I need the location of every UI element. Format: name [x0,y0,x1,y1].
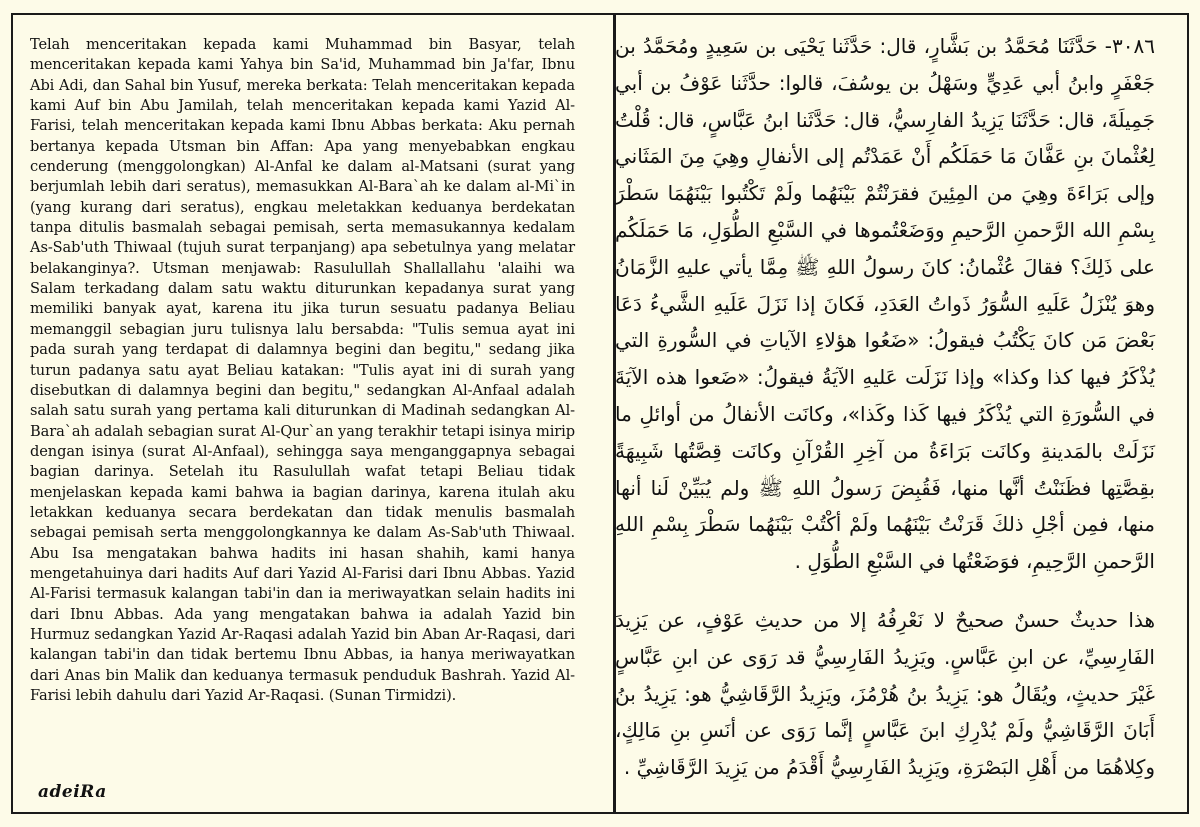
arabic-commentary-text: هذا حديثٌ حسنٌ صحيحٌ لا نَعْرِفُهُ إلا من حديثِ عَوْفٍ، عن يَزِيدَ الفَارِسِيِّ، عن ابنِ عَبَّاسٍ. ويَزِيدُ الفَارِسِيُّ قد رَوَى عن ابنِ عَبَّاسٍ غَيْرَ حديثٍ، ويُقَالُ هو: يَزِيدُ بنُ هُرْمُزَ، ويَزِيدُ الرَّقَاشِيُّ هو: يَزِيدُ بنُ أَبَانَ الرَّقَاشِيُّ ولَمْ يُدْرِكِ ابنَ عَبَّاسٍ إنَّما رَوَى عن أنَسِ بنِ مَالِكٍ، وكِلاهُمَا من أَهْلِ البَصْرَةِ، ويَزِيدُ الفَارِسِيُّ أَقْدَمُ من يَزِيدَ الرَّقَاشِيِّ . [615,607,1155,780]
arabic-column [615,28,1155,786]
arabic-hadith-text: ٣٠٨٦- حَدَّثَنَا مُحَمَّدُ بن بَشَّارٍ، قال: حَدَّثَنا يَحْيَى بن سَعِيدٍ ومُحَمَّدُ بن جَعْفَرٍ وابنُ أبي عَدِيٍّ وسَهْلُ بن يوسُفَ، قالوا: حدَّثَنا عَوْفُ بن أبي جَمِيلَةَ، قال: حَدَّثَنَا يَزِيدُ الفارِسيُّ، قال: حَدَّثَنا ابنُ عَبَّاسٍ، قال: قُلْتُ لِعُثْمانَ بنِ عَفَّانَ مَا حَمَلَكُم أَنْ عَمَدْتُم إلى الأنفالِ وهِيَ مِنَ المَثَاني وإلى بَرَاءَةَ وهِيَ من المِئِينَ فقرَنْتُمْ بَيْنَهُما ولَمْ تَكْتُبوا بَيْنَهُمَا سَطْرَ بِسْمِ الله الرَّحمنِ الرَّحيمِ ووَضَعْتُموها في السَّبْعِ الطُّوَلِ، مَا حَمَلَكُم على ذَلِكَ؟ فقالَ عُثْمانُ: كانَ رسولُ اللهِ ﷺ مِمَّا يأتي عليهِ الزَّمَانُ وهوَ يُنْزَلُ عَلَيهِ السُّوَرُ ذَواتُ العَدَدِ، فَكانَ إذا نَزَلَ عَلَيهِ الشَّيءُ دَعَا بَعْضَ مَن كانَ يَكْتُبُ فيقولُ: «ضَعُوا هؤلاءِ الآياتِ في السُّورةِ التي يُذْكَرُ فيها كذا وكذا» وإذا نَزَلَت عَليهِ الآيَةُ فيقولُ: «ضَعوا هذه الآيَةَ في السُّورَةِ التي يُذْكَرُ فيها كَذا وكَذا»، وكانَت الأنفالُ من أوائلِ ما نَزَلَتْ بالمَدينةِ وكانَت بَرَاءَةُ من آخِرِ القُرْآنِ وكانَت قِصَّتُها شَبِيهَةً بقِصَّتِها فظَنَنْتُ أنَّها منها، فَقُبِضَ رَسولُ اللهِ ﷺ ولم يُبَيِّنْ لَنا أنها منها، فمِن أجْلِ ذلكَ قَرَنْتُ بَيْنَهُما ولَمْ أكْتُبْ بَيْنَهُما سَطْرَ بِسْمِ اللهِ الرَّحمنِ الرَّحِيمِ، فوَضَعْتُها في السَّبْعِ الطُّوَلِ . [615,34,1155,574]
translation-text: Telah menceritakan kepada kami Muhammad bin Basyar, telah menceritakan kepada kami Yahya bin Sa'id, Muhammad bin Ja'far, Ibnu Abi Adi, dan Sahal bin Yusuf, mereka berkata: Telah menceritakan kepada kami Auf bin Abu Jamilah, telah menceritakan kepada kami Yazid Al-Farisi, telah menceritakan kepada kami Ibnu Abbas berkata: Aku pernah bertanya kepada Utsman bin Affan: Apa yang menyebabkan engkau cenderung (menggolongkan) Al-Anfal ke dalam al-Matsani (surat yang berjumlah lebih dari seratus), memasukkan Al-Bara`ah ke dalam al-Mi`in (yang kurang dari seratus), engkau meletakkan keduanya berdekatan tanpa ditulis basmalah sebagai pemisah, serta memasukannya kedalam As-Sab'uth Thiwaal (tujuh surat terpanjang) apa sebetulnya yang melatar belakanginya?. Utsman menjawab: Rasulullah Shallallahu 'alaihi wa Salam terkadang dalam satu waktu diturunkan kepadanya surat yang memiliki banyak ayat, karena itu jika turun sesuatu padanya Beliau memanggil sebagian juru tulisnya lalu bersabda: "Tulis semua ayat ini pada surah yang terdapat di dalamnya begini dan begitu," sedang jika turun padanya satu ayat Beliau katakan: "Tulis ayat ini di surah yang disebutkan di dalamnya begini dan begitu," sedangkan Al-Anfaal adalah salah satu surah yang pertama kali diturunkan di Madinah sedangkan Al-Bara`ah adalah sebagian surat Al-Qur`an yang terakhir tetapi isinya mirip dengan isinya (surat Al-Anfaal), sehingga saya menganggapnya sebagai bagian darinya. Setelah itu Rasulullah wafat tetapi Beliau tidak menjelaskan kepada kami bahwa ia bagian darinya, karena itulah aku letakkan keduanya secara berdekatan dan tidak menulis basmalah sebagai pemisah serta menggolongkannya ke dalam As-Sab'uth Thiwaal. Abu Isa mengatakan bahwa hadits ini hasan shahih, kami hanya mengetahuinya dari hadits Auf dari Yazid Al-Farisi dari Ibnu Abbas. Yazid Al-Farisi termasuk kalangan tabi'in dan ia meriwayatkan selain hadits ini dari Ibnu Abbas. Ada yang mengatakan bahwa ia adalah Yazid bin Hurmuz sedangkan Yazid Ar-Raqasi adalah Yazid bin Aban Ar-Raqasi, dari kalangan tabi'in dan tidak bertemu Ibnu Abbas, ia hanya meriwayatkan dari Anas bin Malik dan keduanya termasuk penduduk Bashrah. Yazid Al-Farisi lebih dahulu dari Yazid Ar-Raqasi. (Sunan Tirmidzi). [30,36,575,704]
author-signature: adeiRa [38,782,107,802]
